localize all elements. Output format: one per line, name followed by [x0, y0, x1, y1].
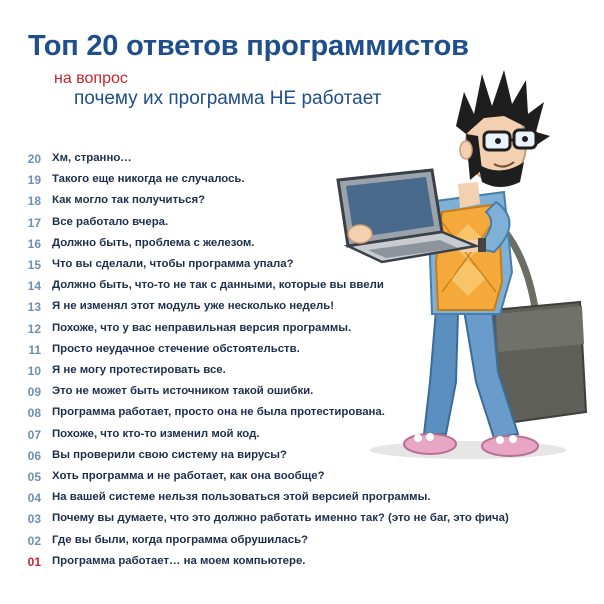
- list-item-text: Где вы были, когда программа обрушилась?: [52, 533, 309, 546]
- list-item-text: Я не изменял этот модуль уже несколько недель!: [52, 300, 335, 313]
- list-item-number: 06: [27, 448, 41, 463]
- list-item-number: 04: [27, 491, 41, 506]
- list-item-number: 18: [27, 194, 41, 209]
- list-item-text: На вашей системе нельзя пользоваться этой версией программы.: [52, 491, 431, 504]
- list-item-text: Хоть программа и не работает, как она вообще?: [52, 470, 325, 482]
- list-item-text: Что вы сделали, чтобы программа упала?: [52, 258, 294, 270]
- list-item-number: 10: [27, 364, 41, 378]
- list-item-number: 07: [27, 427, 41, 442]
- list-item-text: Должно быть, что-то не так с данными, которые вы ввели: [52, 279, 384, 292]
- list-item-number: 09: [27, 385, 41, 400]
- page-title: Топ 20 ответов программистов: [28, 30, 469, 62]
- subtitle-small: на вопрос: [54, 70, 128, 87]
- list-item-text: Такого еще никогда не случалось.: [52, 173, 245, 186]
- list-item-number: 08: [27, 406, 41, 421]
- list-item-text: Это не может быть источником такой ошибки.: [52, 385, 314, 398]
- list-item-number: 17: [27, 215, 41, 230]
- list-item-number: 11: [28, 342, 41, 357]
- list-item-number: 05: [27, 470, 41, 484]
- list-item-number: 14: [27, 279, 41, 294]
- list-item-text: Похоже, что кто-то изменил мой код.: [52, 427, 260, 440]
- list-item-number: 19: [27, 173, 41, 188]
- list-item-number: 03: [27, 512, 41, 527]
- list-item-text: Как могло так получиться?: [52, 194, 206, 207]
- list-item-text: Я не могу протестировать все.: [52, 364, 226, 376]
- list-item-number: 20: [27, 152, 41, 166]
- list-item-text: Все работало вчера.: [52, 215, 169, 228]
- list-item-number: 02: [27, 533, 41, 548]
- list-item-number: 15: [27, 258, 41, 272]
- list-item-text: Похоже, что у вас неправильная версия программы.: [52, 321, 352, 334]
- subtitle-main: почему их программа НЕ работает: [74, 88, 382, 109]
- list-item-text: Просто неудачное стечение обстоятельств.: [52, 342, 300, 355]
- list-item-number: 01: [27, 554, 41, 569]
- list-item-text: Программа работает, просто она не была протестирована.: [52, 406, 385, 419]
- list-item-number: 13: [27, 300, 41, 315]
- list-item-text: Программа работает… на моем компьютере.: [52, 554, 306, 567]
- list-item-text: Хм, странно…: [52, 152, 132, 164]
- list-item-text: Почему вы думаете, что это должно работать именно так? (это не баг, это фича): [52, 512, 509, 525]
- list-item-number: 12: [27, 321, 41, 336]
- list-item-text: Должно быть, проблема с железом.: [52, 236, 255, 249]
- list-item-number: 16: [27, 236, 41, 251]
- list-item-text: Вы проверили свою систему на вирусы?: [52, 448, 287, 461]
